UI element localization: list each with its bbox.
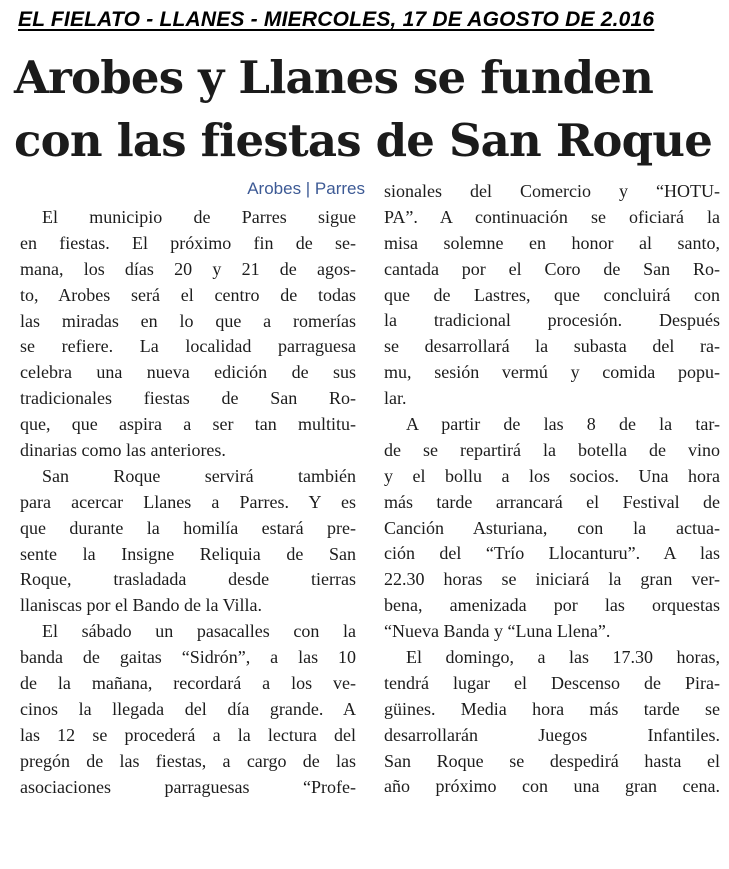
article-line: mu, sesión vermú y comida popu- bbox=[384, 362, 720, 383]
article-line: 22.30 horas se iniciará la gran ver- bbox=[384, 569, 720, 590]
article-line: más tarde arrancará el Festival de bbox=[384, 491, 720, 512]
article-line: cinos la llegada del día grande. A bbox=[20, 698, 356, 719]
article-line: San Roque servirá también bbox=[42, 465, 356, 486]
article-line: para acercar Llanes a Parres. Y es bbox=[20, 491, 356, 512]
article-line: se refiere. La localidad parraguesa bbox=[20, 336, 356, 357]
newspaper-header: EL FIELATO - LLANES - MIERCOLES, 17 DE AGOSTO DE 2.016 bbox=[18, 8, 655, 31]
headline-line: Arobes y Llanes se funden bbox=[14, 51, 654, 104]
article-line: las miradas en lo que a romerías bbox=[20, 310, 356, 331]
article-line: güines. Media hora más tarde se bbox=[384, 698, 720, 719]
article-line: El sábado un pasacalles con la bbox=[42, 621, 356, 642]
article-line: que, que aspira a ser tan multitu- bbox=[20, 414, 356, 435]
article-line: El municipio de Parres sigue bbox=[42, 207, 356, 227]
article-line: El domingo, a las 17.30 horas, bbox=[406, 647, 720, 668]
article-line: de la mañana, recordará a los ve- bbox=[20, 673, 356, 694]
article-line: A partir de las 8 de la tar- bbox=[406, 414, 720, 435]
headline bbox=[14, 46, 719, 172]
article-line: dinarias como las anteriores. bbox=[20, 440, 226, 461]
article-line: celebra una nueva edición de sus bbox=[20, 362, 356, 383]
article-line: misa solemne en honor al santo, bbox=[384, 232, 720, 253]
article-line: asociaciones parraguesas “Profe- bbox=[20, 776, 356, 797]
article-line: de se repartirá la botella de vino bbox=[384, 439, 720, 460]
article-line: Roque, trasladada desde tierras bbox=[20, 569, 356, 590]
article-line: sionales del Comercio y “HOTU- bbox=[384, 181, 720, 201]
article-line: ción del “Trío Llocanturu”. A las bbox=[384, 543, 720, 564]
article-line: tradicionales fiestas de San Ro- bbox=[20, 388, 356, 409]
article-line: banda de gaitas “Sidrón”, a las 10 bbox=[20, 647, 356, 668]
article-line: la tradicional procesión. Después bbox=[384, 310, 720, 331]
article-line: desarrollarán Juegos Infantiles. bbox=[384, 724, 720, 745]
article-line: bena, amenizada por las orquestas bbox=[384, 595, 720, 616]
article-line: que durante la homilía estará pre- bbox=[20, 517, 356, 538]
article-line: PA”. A continuación se oficiará la bbox=[384, 206, 720, 227]
article-line: lar. bbox=[384, 388, 407, 409]
article-line: y el bollu a los socios. Una hora bbox=[384, 465, 720, 486]
article-line: sente la Insigne Reliquia de San bbox=[20, 543, 356, 564]
dateline: Arobes | Parres bbox=[247, 179, 365, 198]
article-column-left bbox=[20, 205, 356, 800]
headline-line: con las fiestas de San Roque bbox=[14, 114, 713, 167]
article-line: “Nueva Banda y “Luna Llena”. bbox=[384, 621, 611, 642]
article-line: se desarrollará la subasta del ra- bbox=[384, 336, 720, 357]
article-line: pregón de las fiestas, a cargo de las bbox=[20, 750, 356, 771]
article-line: que de Lastres, que concluirá con bbox=[384, 284, 720, 305]
article-line: en fiestas. El próximo fin de se- bbox=[20, 232, 356, 253]
article-line: año próximo con una gran cena. bbox=[384, 776, 720, 797]
article-line: cantada por el Coro de San Ro- bbox=[384, 258, 720, 279]
article-line: to, Arobes será el centro de todas bbox=[20, 284, 356, 305]
article-line: Canción Asturiana, con la actua- bbox=[384, 517, 720, 538]
article-line: San Roque se despedirá hasta el bbox=[384, 750, 720, 771]
article-column-right bbox=[384, 179, 720, 800]
article-line: llaniscas por el Bando de la Villa. bbox=[20, 595, 263, 616]
article-line: tendrá lugar el Descenso de Pira- bbox=[384, 672, 720, 693]
article-line: las 12 se procederá a la lectura del bbox=[20, 724, 356, 745]
article-line: mana, los días 20 y 21 de agos- bbox=[20, 258, 356, 279]
